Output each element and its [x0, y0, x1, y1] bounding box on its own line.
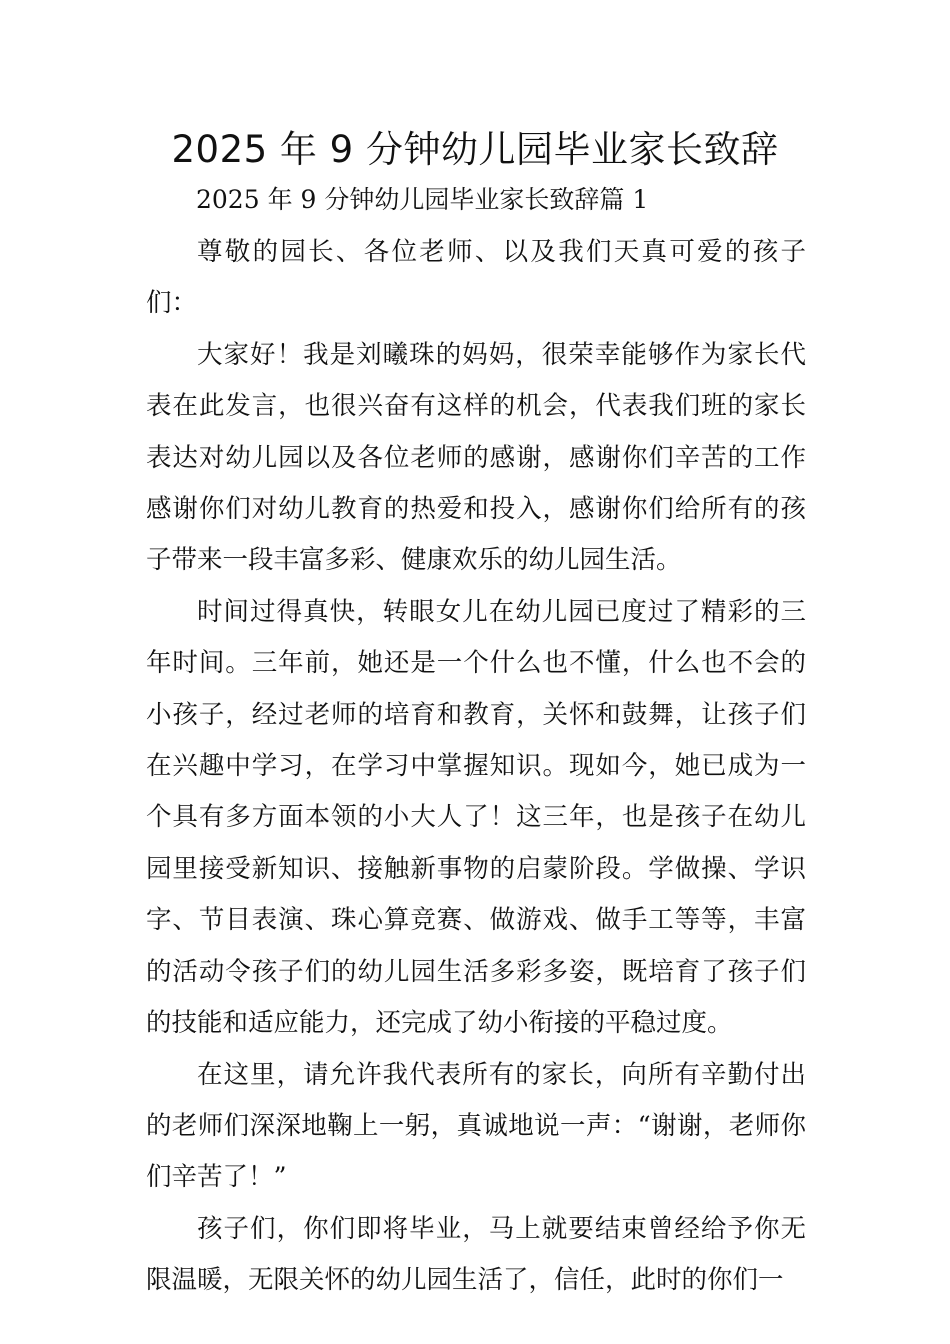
- paragraph-greeting: 大家好！我是刘曦珠的妈妈，很荣幸能够作为家长代表在此发言，也很兴奋有这样的机会，代表我们班的家长表达对幼儿园以及各位老师的感谢，感谢你们辛苦的工作感谢你们对幼儿教育的热爱和投入，感谢你们给所有的孩子带来一段丰富多彩、健康欢乐的幼儿园生活。: [146, 339, 806, 576]
- document-subtitle: 2025 年 9 分钟幼儿园毕业家长致辞篇 1: [196, 185, 649, 214]
- paragraph-graduation: 孩子们，你们即将毕业，马上就要结束曾经给予你无限温暖，无限关怀的幼儿园生活了，信任，此时的你们一: [146, 1213, 806, 1296]
- paragraph-thanks: 在这里，请允许我代表所有的家长，向所有辛勤付出的老师们深深地鞠上一躬，真诚地说一声：“谢谢，老师你们辛苦了！”: [146, 1059, 806, 1193]
- paragraph-three-years: 时间过得真快，转眼女儿在幼儿园已度过了精彩的三年时间。三年前，她还是一个什么也不懂，什么也不会的小孩子，经过老师的培育和教育，关怀和鼓舞，让孩子们在兴趣中学习，在学习中掌握知识。现如今，她已成为一个具有多方面本领的小大人了！这三年，也是孩子在幼儿园里接受新知识、接触新事物的启蒙阶段。学做操、学识字、节目表演、珠心算竞赛、做游戏、做手工等等，丰富的活动令孩子们的幼儿园生活多彩多姿，既培育了孩子们的技能和适应能力，还完成了幼小衔接的平稳过度。: [146, 596, 806, 1039]
- paragraph-salutation: 尊敬的园长、各位老师、以及我们天真可爱的孩子们：: [146, 237, 806, 319]
- document-title: 2025 年 9 分钟幼儿园毕业家长致辞: [171, 128, 779, 171]
- document-body: [146, 227, 806, 1307]
